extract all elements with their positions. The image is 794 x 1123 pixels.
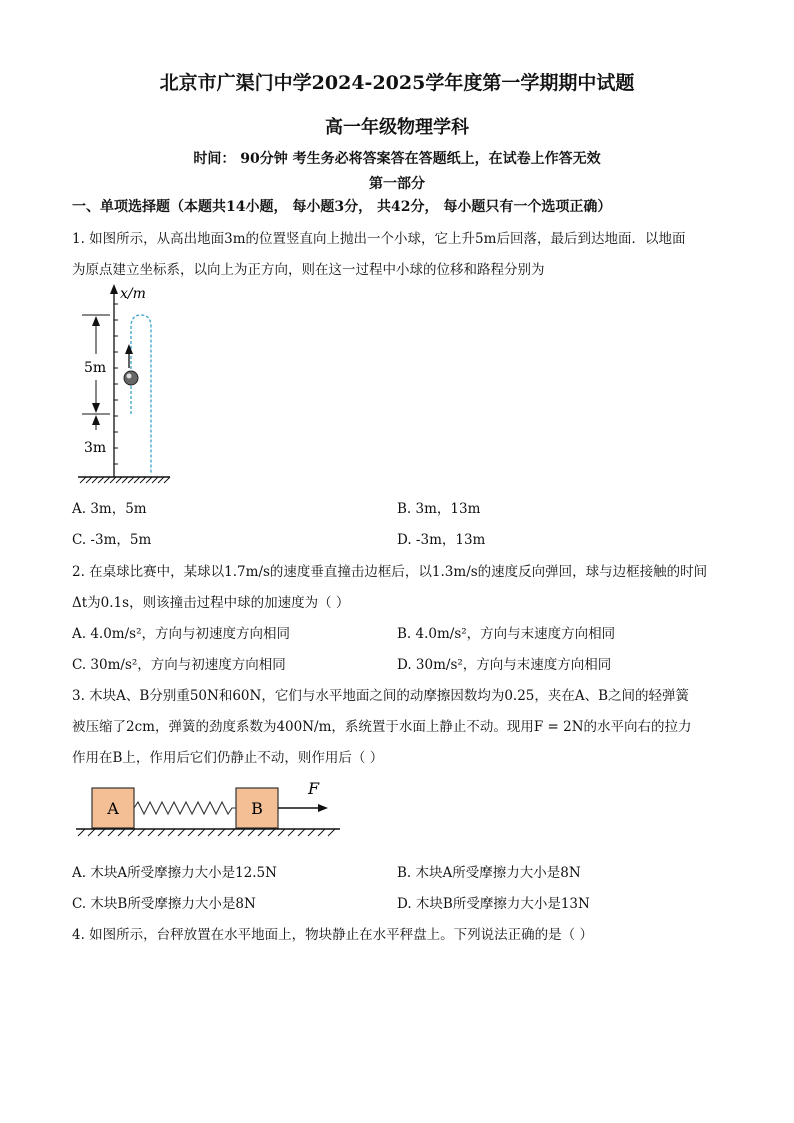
q3-force-arrow [318, 804, 328, 812]
exam-instructions: 时间： 90分钟 考生务必将答案答在答题纸上，在试卷上作答无效 [193, 151, 601, 167]
q3-option-b[interactable]: B. 木块A所受摩擦力大小是8N [397, 865, 581, 881]
q3-block-b-label: B [251, 799, 263, 818]
q4-text-line1: 4. 如图所示，台秤放置在水平地面上，物块静止在水平秤盘上。下列说法正确的是（ ） [72, 927, 593, 943]
q1-figure [70, 282, 180, 487]
q1-text-line2: 为原点建立坐标系，以向上为正方向，则在这一过程中小球的位移和路程分别为 [72, 262, 545, 278]
q3-ground-hatch [78, 829, 335, 836]
q1-ball [124, 371, 138, 385]
q1-text-line1: 1. 如图所示，从高出地面3m的位置竖直向上抛出一个小球，它上升5m后回落，最后到达地面．以地面 [72, 231, 686, 247]
q3-figure [72, 776, 344, 846]
q1-ground-hatch [80, 477, 170, 483]
exam-title: 北京市广渠门中学2024-2025学年度第一学期期中试题 [159, 72, 635, 94]
q3-block-a-label: A [107, 799, 119, 818]
q2-text-line2: Δt为0.1s，则该撞击过程中球的加速度为（ ） [72, 595, 350, 611]
q1-option-a[interactable]: A. 3m，5m [72, 501, 147, 517]
q1-option-d[interactable]: D. -3m，13m [397, 532, 486, 548]
q3-text-line3: 作用在B上，作用后它们仍静止不动，则作用后（ ） [72, 750, 384, 766]
q3-text-line2: 被压缩了2cm，弹簧的劲度系数为400N/m，系统置于水面上静止不动。现用F = 2N的水平向右的拉力 [72, 719, 692, 735]
q1-axis-label: x/m [120, 286, 146, 302]
section-heading: 一、单项选择题（本题共14小题， 每小题3分， 共42分， 每小题只有一个选项正确） [72, 199, 612, 215]
q3-spring [134, 802, 236, 814]
q1-dim-arrow-down [92, 403, 100, 413]
q2-option-d[interactable]: D. 30m/s²，方向与末速度方向相同 [397, 657, 612, 673]
q2-option-a[interactable]: A. 4.0m/s²，方向与初速度方向相同 [72, 626, 290, 642]
exam-subtitle: 高一年级物理学科 [325, 117, 469, 138]
q3-force-label: F [308, 779, 320, 798]
q2-option-b[interactable]: B. 4.0m/s²，方向与末速度方向相同 [397, 626, 616, 642]
q3-option-d[interactable]: D. 木块B所受摩擦力大小是13N [397, 896, 590, 912]
q1-label-3m: 3m [84, 440, 107, 456]
q1-dim-arrow-up-2 [92, 415, 100, 425]
q1-velocity-arrow [125, 344, 133, 354]
q1-axis-arrow [110, 284, 118, 294]
q1-trajectory [131, 315, 151, 474]
q3-option-a[interactable]: A. 木块A所受摩擦力大小是12.5N [72, 865, 277, 881]
q1-option-c[interactable]: C. -3m，5m [72, 532, 152, 548]
q2-text-line1: 2. 在桌球比赛中，某球以1.7m/s的速度垂直撞击边框后，以1.3m/s的速度反向弹回，球与边框接触的时间 [72, 564, 708, 580]
q3-text-line1: 3. 木块A、B分别重50N和60N，它们与水平地面之间的动摩擦因数均为0.25，夹在A、B之间的轻弹簧 [72, 688, 690, 704]
part-label: 第一部分 [369, 176, 425, 192]
q1-dim-arrow-up [92, 316, 100, 326]
q1-option-b[interactable]: B. 3m，13m [397, 501, 481, 517]
q2-option-c[interactable]: C. 30m/s²，方向与初速度方向相同 [72, 657, 286, 673]
q3-option-c[interactable]: C. 木块B所受摩擦力大小是8N [72, 896, 256, 912]
q1-label-5m: 5m [84, 360, 107, 376]
